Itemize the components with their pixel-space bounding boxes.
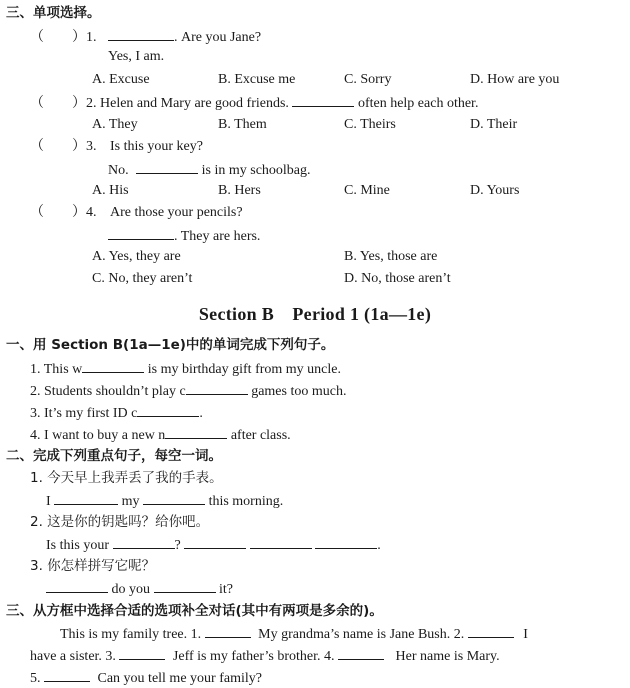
s1-item-3-before: 3. It’s my first ID c: [30, 406, 138, 421]
s2-q2-blank-1[interactable]: [113, 535, 175, 549]
s1-item-1-after: is my birthday gift from my uncle.: [147, 362, 341, 377]
s3-line-2: [30, 646, 500, 666]
s1-item-1-blank[interactable]: [82, 359, 144, 373]
s3-line1-part-3: I: [523, 627, 528, 642]
s2-q1-blank-2[interactable]: [143, 491, 205, 505]
q4-option-b[interactable]: B. Yes, those are: [344, 249, 438, 264]
s3-blank-4[interactable]: [338, 646, 384, 660]
s2-q3-english: [46, 579, 233, 599]
s2-q2-part-1: Is this your: [46, 538, 109, 553]
q4-reply: [108, 226, 260, 246]
s2-heading: 二、完成下列重点句子，每空一词。: [6, 448, 222, 464]
s3-line1-part-2: My grandma’s name is Jane Bush. 2.: [258, 627, 465, 642]
s3-line2-part-1: have a sister. 3.: [30, 649, 116, 664]
s1-item-1: [30, 359, 341, 379]
s2-q1-part-2: my: [121, 494, 140, 509]
q4-option-a[interactable]: A. Yes, they are: [92, 249, 181, 264]
q1-option-a[interactable]: A. Excuse: [92, 72, 150, 87]
s3-heading: 三、从方框中选择合适的选项补全对话(其中有两项是多余的)。: [6, 603, 383, 619]
s2-q2-blank-3[interactable]: [250, 535, 312, 549]
s1-item-2-before: 2. Students shouldn’t play c: [30, 384, 186, 399]
q4-blank[interactable]: [108, 226, 174, 240]
s2-q2-english: [46, 535, 381, 555]
q2-option-b[interactable]: B. Them: [218, 117, 267, 132]
s3-line2-part-3: Her name is Mary.: [395, 649, 500, 664]
s3-blank-2[interactable]: [468, 624, 514, 638]
s2-q1-chinese: 1. 今天早上我弄丢了我的手表。: [30, 470, 223, 486]
q1-reply: Yes, I am.: [108, 49, 165, 64]
question-4: [30, 204, 243, 222]
s2-q1-blank-1[interactable]: [54, 491, 118, 505]
s1-item-4: [30, 425, 291, 445]
s3-line2-part-2: Jeff is my father’s brother. 4.: [172, 649, 335, 664]
s1-item-4-after: after class.: [230, 428, 291, 443]
s1-item-4-before: 4. I want to buy a new n: [30, 428, 166, 443]
q1-stem: . Are you Jane?: [174, 30, 262, 45]
s2-q3-blank-2[interactable]: [154, 579, 216, 593]
s1-item-3: [30, 403, 203, 423]
s3-line1-part-1: This is my family tree. 1.: [60, 627, 202, 642]
s3-line-1: [60, 624, 528, 644]
q1-option-b[interactable]: B. Excuse me: [218, 72, 296, 87]
question-3: [30, 138, 203, 156]
s2-q2-chinese: 2. 这是你的钥匙吗？给你吧。: [30, 514, 210, 530]
s1-item-1-before: 1. This w: [30, 362, 83, 377]
section-title: Section B Period 1 (1a—1e): [198, 304, 432, 324]
s3-line3-part-1: 5.: [30, 671, 41, 686]
q1-paren: （ ）1.: [30, 30, 97, 45]
q3-option-a[interactable]: A. His: [92, 183, 129, 198]
s3-blank-3[interactable]: [119, 646, 165, 660]
q3-reply-before: No.: [108, 163, 129, 178]
question-1: [30, 27, 261, 47]
q2-blank[interactable]: [292, 93, 354, 107]
s2-q1-part-3: this morning.: [208, 494, 284, 509]
q2-option-a[interactable]: A. They: [92, 117, 138, 132]
s2-q3-part-2: it?: [219, 582, 233, 597]
q3-reply: [108, 160, 311, 180]
q3-option-d[interactable]: D. Yours: [470, 183, 520, 198]
s3-line3-part-2: Can you tell me your family?: [97, 671, 262, 686]
s2-q3-chinese: 3. 你怎样拼写它呢？: [30, 558, 156, 574]
s3-blank-1[interactable]: [205, 624, 251, 638]
s1-item-2-blank[interactable]: [186, 381, 248, 395]
q4-option-d[interactable]: D. No, those aren’t: [344, 271, 451, 286]
s1-item-3-after: .: [199, 406, 203, 421]
s2-q2-part-3: .: [377, 538, 381, 553]
q4-reply-after: . They are hers.: [174, 229, 261, 244]
s1-item-4-blank[interactable]: [165, 425, 227, 439]
question-2: [30, 93, 478, 113]
s2-q2-blank-2[interactable]: [184, 535, 246, 549]
q4-paren: （ ）4.: [30, 205, 97, 220]
s1-item-2-after: games too much.: [251, 384, 347, 399]
q2-stem-before: Helen and Mary are good friends.: [100, 96, 289, 111]
s2-q3-blank-1[interactable]: [46, 579, 108, 593]
q2-stem-after: often help each other.: [357, 96, 479, 111]
s3-blank-5[interactable]: [44, 668, 90, 682]
s2-q1-english: [46, 491, 283, 511]
s1-item-3-blank[interactable]: [137, 403, 199, 417]
s1-heading: 一、用 Section B(1a—1e)中的单词完成下列句子。: [6, 337, 335, 353]
q3-option-c[interactable]: C. Mine: [344, 183, 390, 198]
q3-reply-after: is in my schoolbag.: [201, 163, 311, 178]
q4-stem: Are those your pencils?: [110, 205, 243, 220]
q4-option-c[interactable]: C. No, they aren’t: [92, 271, 193, 286]
q1-option-d[interactable]: D. How are you: [470, 72, 560, 87]
s1-item-2: [30, 381, 346, 401]
q3-option-b[interactable]: B. Hers: [218, 183, 261, 198]
q2-option-d[interactable]: D. Their: [470, 117, 518, 132]
s2-q2-blank-4[interactable]: [315, 535, 377, 549]
q2-option-c[interactable]: C. Theirs: [344, 117, 396, 132]
s2-q3-part-1: do you: [111, 582, 150, 597]
part3-heading: 三、单项选择。: [6, 5, 101, 21]
q3-blank[interactable]: [136, 160, 198, 174]
s3-line-3: [30, 668, 262, 688]
q2-paren: （ ）2.: [30, 96, 97, 111]
q1-option-c[interactable]: C. Sorry: [344, 72, 392, 87]
q1-blank[interactable]: [108, 27, 174, 41]
s2-q1-part-1: I: [46, 494, 51, 509]
s2-q2-part-2: ?: [174, 538, 181, 553]
q3-paren: （ ）3.: [30, 139, 97, 154]
q3-stem: Is this your key?: [110, 139, 203, 154]
